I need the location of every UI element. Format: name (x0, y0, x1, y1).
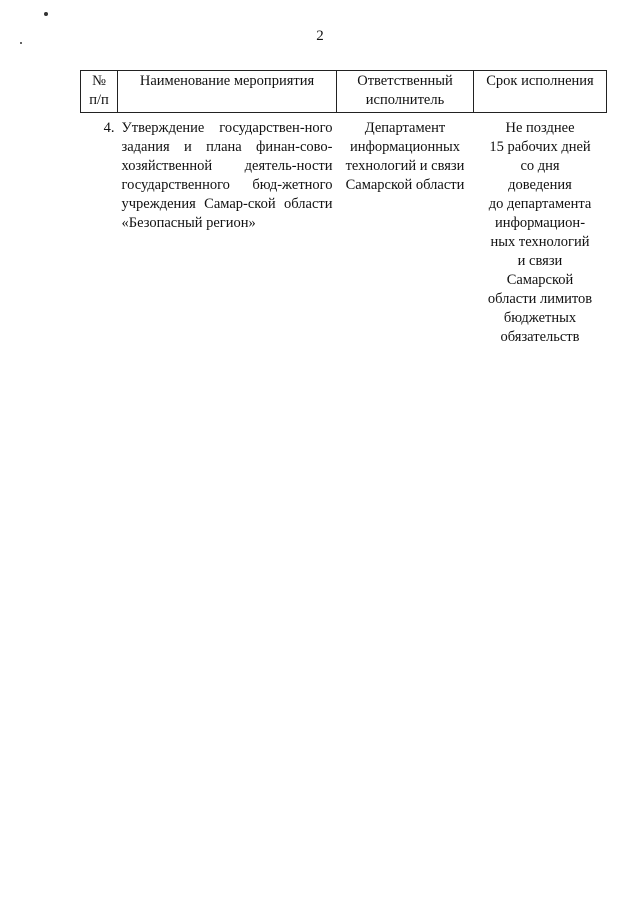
header-responsible: Ответственный исполнитель (337, 71, 474, 113)
responsible-executor: Департамент информационных технологий и связи Самарской области (345, 120, 465, 193)
scan-speck (20, 42, 22, 44)
events-table (80, 70, 607, 347)
header-number: № п/п (81, 71, 118, 113)
page-number: 2 (316, 28, 324, 44)
row-number: 4. (103, 120, 115, 136)
header-event-name: Наименование мероприятия (118, 71, 337, 113)
table-header-row (81, 71, 607, 113)
event-name: Утверждение государствен-ного задания и плана финан-сово-хозяйственной деятель-ности государственного бюд-жетного учреждения Самар-ской области «Безопасный регион» (121, 120, 333, 231)
table-row (81, 113, 607, 348)
deadline: Не позднее 15 рабочих дней со дня доведения до департамента информацион- ных технологий и связи Самарской области лимитов бюджетных обязательств (487, 120, 593, 345)
header-deadline: Срок исполнения (474, 71, 607, 113)
scan-speck (44, 12, 48, 16)
